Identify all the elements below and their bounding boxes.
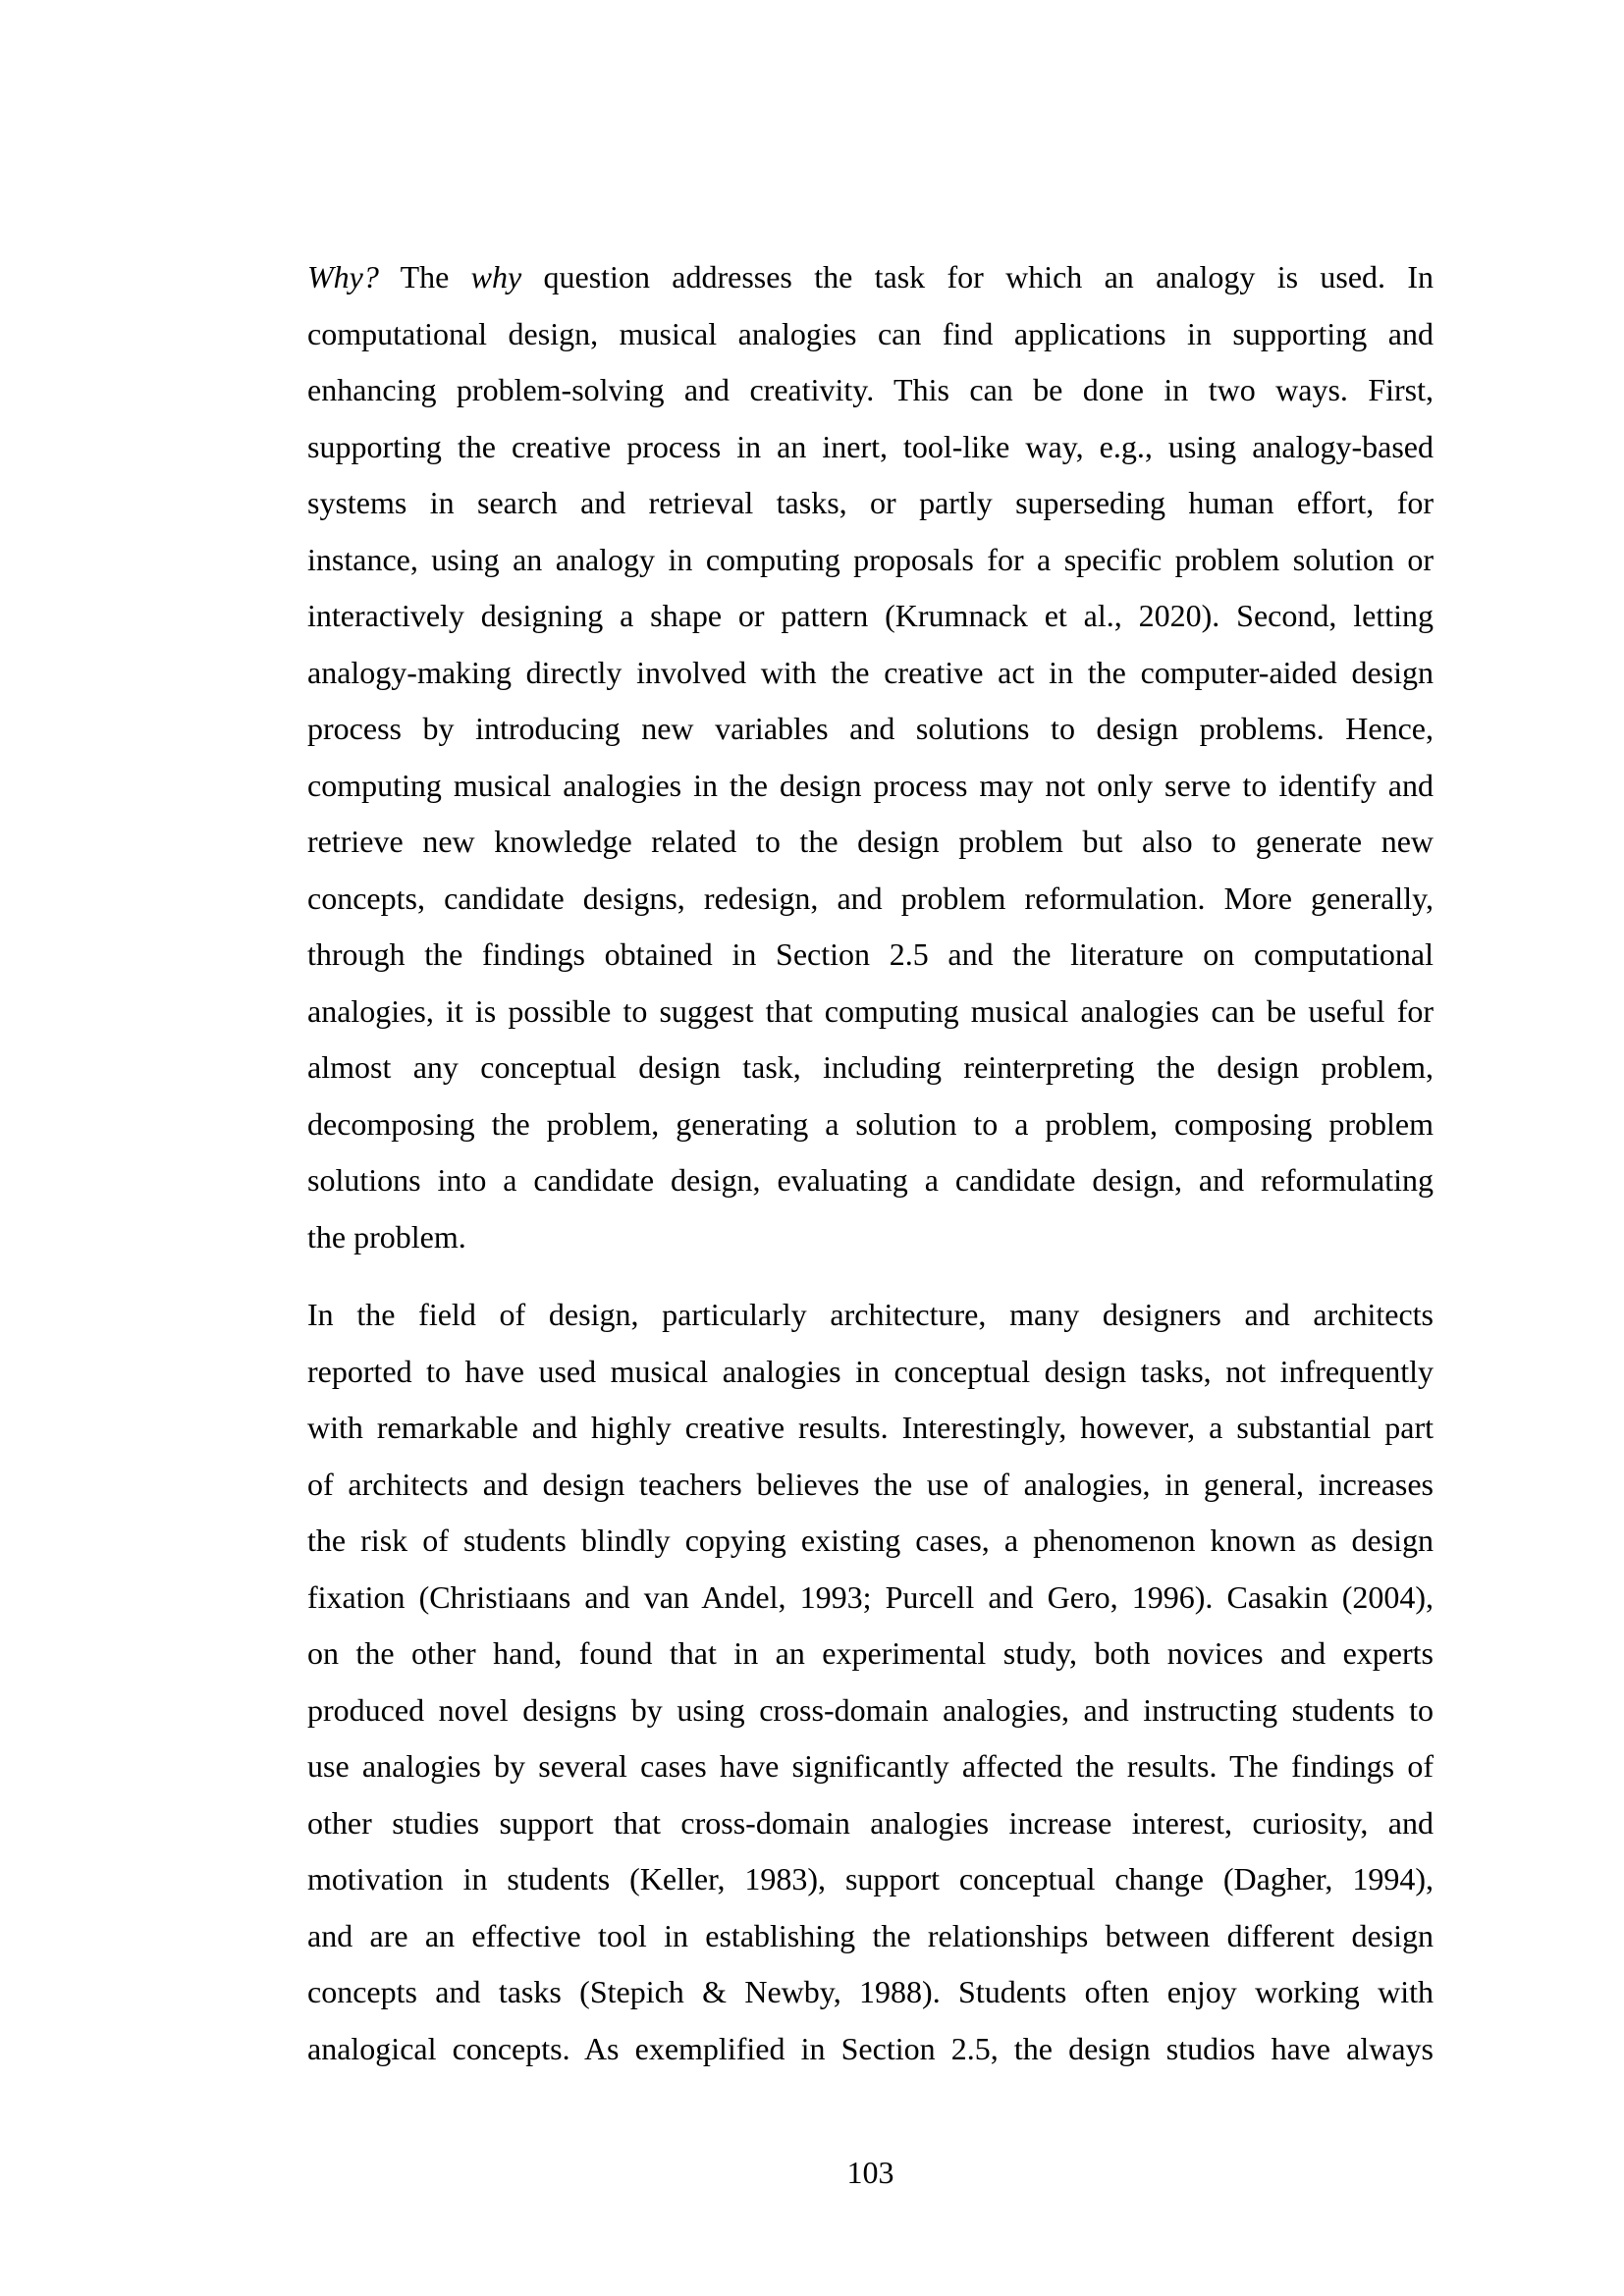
text-line: In the field of design, particularly architecture, many designers and architects: [307, 1297, 1434, 1332]
text-line: computing musical analogies in the design process may not only serve to identify and: [307, 767, 1434, 803]
text-line: retrieve new knowledge related to the design problem but also to generate new: [307, 824, 1434, 859]
text-line: interactively designing a shape or pattern (Krumnack et al., 2020). Second, letting: [307, 598, 1434, 633]
page-number: 103: [846, 2155, 894, 2190]
text-line: with remarkable and highly creative results. Interestingly, however, a substantial part: [307, 1410, 1434, 1445]
text-line: produced novel designs by using cross-domain analogies, and instructing students to: [307, 1691, 1434, 1728]
text-line: solutions into a candidate design, evaluating a candidate design, and reformulating: [307, 1162, 1434, 1198]
text-line: systems in search and retrieval tasks, or partly superseding human effort, for: [307, 485, 1434, 520]
text-line: reported to have used musical analogies in conceptual design tasks, not infrequently: [307, 1353, 1434, 1389]
text-line: use analogies by several cases have significantly affected the results. The findings of: [307, 1748, 1434, 1784]
text-line: supporting the creative process in an inert, tool-like way, e.g., using analogy-based: [307, 428, 1434, 464]
text-line: of architects and design teachers believes the use of analogies, in general, increases: [307, 1466, 1434, 1502]
text-line: analogical concepts. As exemplified in Section 2.5, the design studios have always: [307, 2030, 1434, 2066]
text-line: computational design, musical analogies can find applications in supporting and: [307, 315, 1434, 351]
text-line: on the other hand, found that in an experimental study, both novices and experts: [307, 1635, 1434, 1671]
text-line: analogy-making directly involved with the creative act in the computer-aided design: [307, 654, 1434, 690]
text-line: through the findings obtained in Section 2.5 and the literature on computational: [307, 936, 1434, 972]
text-line: motivation in students (Keller, 1983), support conceptual change (Dagher, 1994),: [307, 1861, 1434, 1896]
paragraph: [307, 249, 1434, 1265]
text-line: and are an effective tool in establishing the relationships between different design: [307, 1917, 1434, 1953]
text-line: process by introducing new variables and solutions to design problems. Hence,: [307, 711, 1434, 746]
text-line: enhancing problem-solving and creativity. This can be done in two ways. First,: [307, 372, 1434, 407]
text-line: concepts and tasks (Stepich & Newby, 1988). Students often enjoy working with: [307, 1974, 1434, 2009]
text-line: almost any conceptual design task, including reinterpreting the design problem,: [307, 1049, 1434, 1085]
text-line: decomposing the problem, generating a solution to a problem, composing problem: [307, 1105, 1434, 1142]
text-line: analogies, it is possible to suggest that computing musical analogies can be useful for: [307, 992, 1434, 1029]
paragraph: [307, 1287, 1434, 2077]
text-block: [307, 249, 1434, 2077]
text-line: other studies support that cross-domain analogies increase interest, curiosity, and: [307, 1804, 1434, 1841]
text-line: concepts, candidate designs, redesign, and problem reformulation. More generally,: [307, 880, 1434, 916]
text-line: the problem.: [307, 1218, 466, 1255]
text-line: fixation (Christiaans and van Andel, 1993; Purcell and Gero, 1996). Casakin (2004),: [307, 1578, 1434, 1615]
text-line: Why? The why question addresses the task for which an analogy is used. In: [307, 259, 1435, 294]
text-line: instance, using an analogy in computing proposals for a specific problem solution or: [307, 541, 1434, 577]
text-line: the risk of students blindly copying existing cases, a phenomenon known as design: [307, 1522, 1434, 1558]
